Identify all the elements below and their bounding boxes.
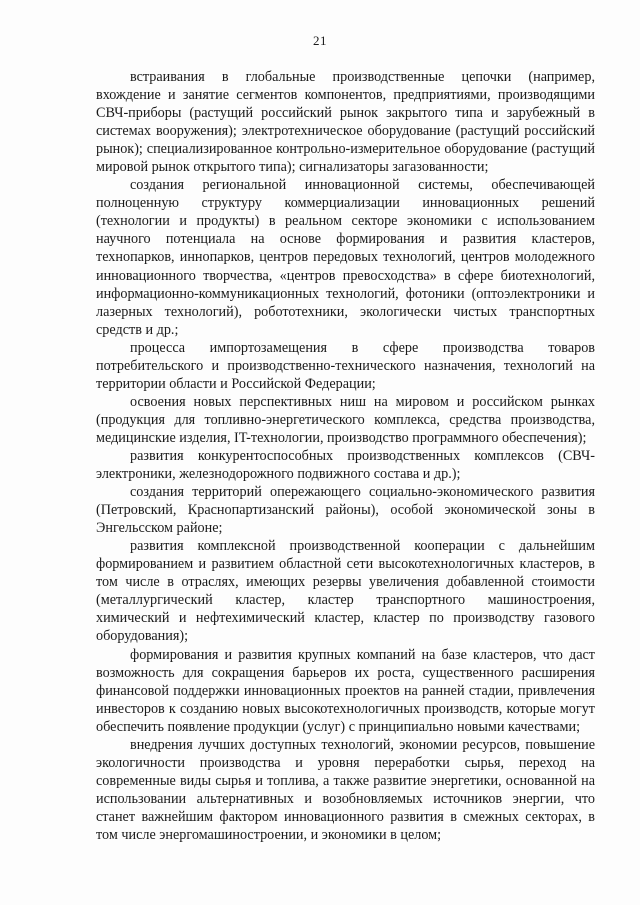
paragraph-large-companies: формирования и развития крупных компаний на базе кластеров, что даст возможность для сокращения барьеров их роста, существенного расширения финансовой поддержки инновационных проектов на ранней стадии, привлечения инвесторов к созданию новых высокотехнологичных производств, которые могут обеспечить появление продукции (услуг) с принципиально новыми качествами; (96, 646, 595, 735)
page-number: 21 (313, 33, 327, 48)
paragraph-production-cooperation: развития комплексной производственной кооперации с дальнейшим формированием и развитием областной сети высокотехнологичных кластеров, в том числе в отраслях, имеющих резервы увеличения добавленной стоимости (металлургический кластер, кластер транспортного машиностроения, химический и нефтехимический кластер, кластер по производству газового оборудования); (96, 538, 595, 645)
paragraph-new-market-niches: освоения новых перспективных ниш на мировом и российском рынках (продукция для топливно-энергетического комплекса, средства производства, медицинские изделия, IT-технологии, производство программного обеспечения); (96, 393, 595, 446)
paragraph-import-substitution: процесса импортозамещения в сфере производства товаров потребительского и производственно-технического назначения, технологий на территории области и Российской Федерации; (96, 339, 595, 392)
body-text (96, 68, 595, 844)
paragraph-regional-innovation-system: создания региональной инновационной системы, обеспечивающей полноценную структуру коммерциализации инновационных решений (технологии и продукты) в реальном секторе экономики с использованием научного потенциала на основе формирования и развития кластеров, технопарков, иннопарков, центров передовых технологий, центров молодежного инновационного творчества, «центров превосходства» в сфере биотехнологий, информационно-коммуникационных технологий, фотоники (оптоэлектроники и лазерных технологий), робототехники, экологически чистых транспортных средств и др.; (96, 177, 595, 338)
paragraph-best-technologies: внедрения лучших доступных технологий, экономии ресурсов, повышение экологичности производства и уровня переработки сырья, переход на современные виды сырья и топлива, а также развитие энергетики, основанной на использовании альтернативных и возобновляемых источников энергии, что станет важнейшим фактором инновационного развития в смежных секторах, в том числе энергомашиностроении, и экономики в целом; (96, 736, 595, 843)
paragraph-competitive-complexes: развития конкурентоспособных производственных комплексов (СВЧ-электроники, железнодорожного подвижного состава и др.); (96, 447, 595, 483)
paragraph-advanced-development-territories: создания территорий опережающего социально-экономического развития (Петровский, Краснопартизанский районы), особой экономической зоны в Энгельсском районе; (96, 484, 595, 537)
paragraph-global-value-chains: встраивания в глобальные производственные цепочки (например, вхождение и занятие сегментов компонентов, предприятиями, производящими СВЧ-приборы (растущий российский рынок закрытого типа и зарубежный в системах вооружения); электротехническое оборудование (растущий российский рынок); специализированное контрольно-измерительное оборудование (растущий мировой рынок открытого типа); сигнализаторы загазованности; (96, 69, 595, 176)
